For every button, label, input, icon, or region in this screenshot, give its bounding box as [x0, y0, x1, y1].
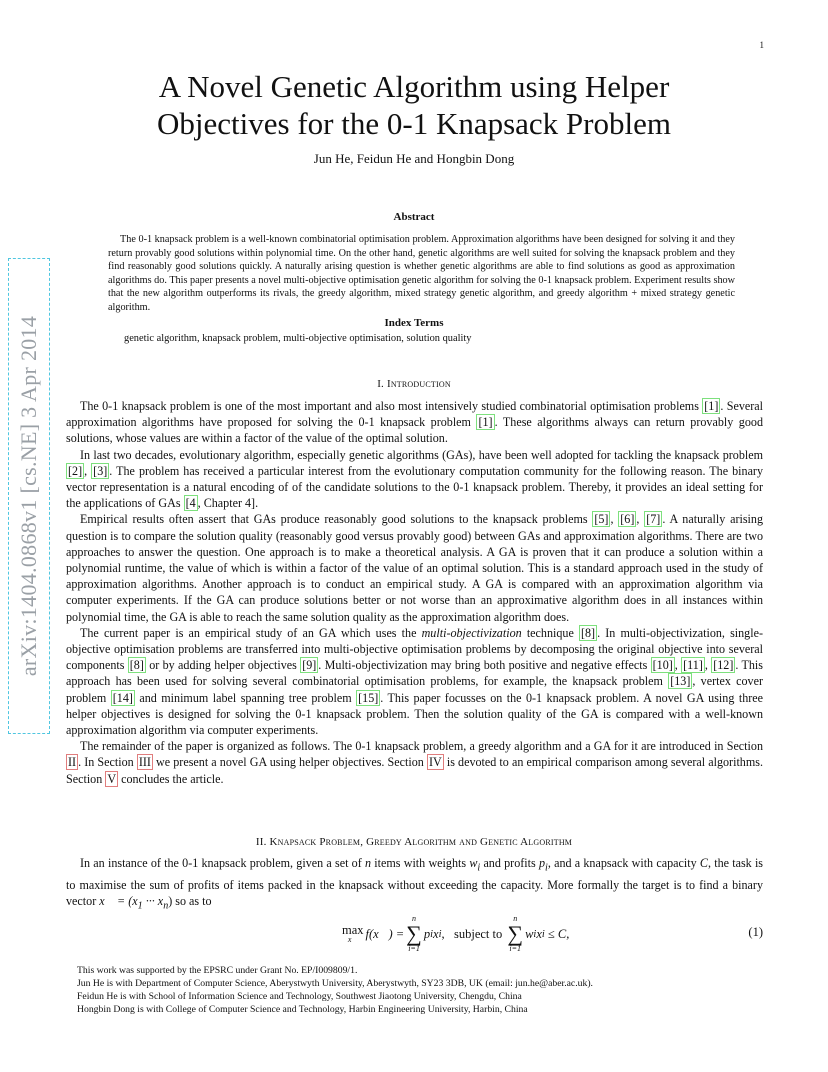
subject-to-text: , subject to — [441, 926, 506, 941]
sum-symbol: n ∑ i=1 — [406, 914, 422, 953]
citation-link[interactable]: [1] — [704, 399, 719, 413]
text-run: , — [704, 658, 712, 673]
text-run: , — [674, 658, 682, 673]
section-heading-knapsack — [64, 836, 764, 848]
paragraph — [66, 855, 763, 914]
text-run: In an instance of the 0-1 knapsack problem, given a set of — [80, 856, 365, 870]
citation-link[interactable]: [4 — [185, 496, 196, 511]
paragraph — [66, 738, 763, 787]
text-run: . A naturally arising question is to compare the solution quality (reasonably good versus provably good) between GAs and approximation algorithms. There are two approaches to answer the question. One approach is to make a theoretical analysis. A GA is proven that it can produce a solution within a polynomial runtime, the value of which is within a factor of the value of an optimal solution. This is a standard approach used in the study of approximation algorithms. Another approach is to conduct an empirical study. A GA is compared with an approximation algorithm via computer experiments. If the GA can produce solutions better or not worse than an approximative algorithm does in all instances within polynomial time, the GA is able to reach the same solution quality as the approximation algorithm does. — [66, 512, 763, 624]
text-run: and profits — [480, 856, 539, 870]
introduction-body — [66, 398, 763, 787]
text-run: , — [84, 463, 92, 478]
citation-link[interactable]: [6] — [620, 512, 635, 527]
text-run: The remainder of the paper is organized as follows. The 0-1 knapsack problem, a greedy algorithm and a GA for it are introduced in Section — [80, 739, 763, 754]
text-run: The 0-1 knapsack problem is one of the most important and also most intensively studied combinatorial optimisation problems — [80, 399, 703, 413]
section-title: Introduction — [386, 378, 451, 390]
section-link[interactable]: V — [107, 771, 117, 786]
citation-link[interactable]: [13] — [670, 674, 691, 689]
citation-link[interactable]: [10] — [652, 658, 673, 673]
footnote-affiliation: Jun He is with Department of Computer Science, Aberystwyth University, Aberystwyth, SY23 3DB, UK (email: jun.he@aber.ac.uk). — [77, 978, 593, 989]
citation-link[interactable]: [9] — [302, 658, 317, 673]
text-run: , — [610, 512, 619, 527]
text-run: concludes the article. — [118, 771, 224, 786]
math-var: w — [469, 856, 478, 870]
citation-link[interactable]: [7] — [646, 512, 661, 527]
text-run: . Multi-objectivization may bring both positive and negative effects — [318, 658, 651, 673]
footnote-funding: This work was supported by the EPSRC under Grant No. EP/I009809/1. — [77, 965, 358, 976]
paper-title — [64, 68, 764, 142]
citation-link[interactable]: [8] — [580, 625, 596, 640]
text-run: , the task is to maximise the sum of profits of items packed in the knapsack without exceeding the capacity. More formally the target is to find a binary vector — [66, 856, 764, 908]
text-run: . In multi-objectivization, single-objective optimisation problems are transferred into multi-objective optimisation problems by decomposing the original objective into several components — [66, 625, 763, 673]
arxiv-stamp[interactable] — [8, 258, 50, 734]
equation-number: (1) — [748, 925, 763, 939]
citation-link[interactable]: [1] — [478, 415, 493, 430]
text-run: , — [636, 512, 645, 527]
title-line-1: A Novel Genetic Algorithm using Helper — [158, 69, 670, 104]
citation-link[interactable]: [2] — [68, 463, 83, 478]
citation-link[interactable]: [11] — [683, 658, 703, 673]
text-run: technique — [521, 625, 579, 640]
section-heading-introduction — [64, 378, 764, 390]
text-run: items with weights — [371, 856, 470, 870]
citation-link[interactable]: [3] — [93, 463, 108, 478]
text-run: The current paper is an empirical study of an GA which uses the — [80, 625, 422, 640]
math-sub: i — [477, 862, 481, 874]
math-var: w — [525, 926, 534, 941]
citation-link[interactable]: [12] — [713, 658, 734, 673]
text-run: In last two decades, evolutionary algorithm, especially genetic algorithms (GAs), have been well adopted for tackling the knapsack problem — [80, 447, 763, 462]
equation-lhs: f(x⃗) = — [365, 926, 405, 941]
sum-lower: i=1 — [509, 944, 522, 953]
text-run: . Several approximation algorithms have proposed for solving the 0-1 knapsack problem — [66, 399, 763, 430]
footnotes — [77, 964, 767, 1016]
text-run: . This approach has been used for solving several combinatorial optimisation problems, for example, the knapsack problem — [66, 658, 763, 689]
abstract-heading: Abstract — [393, 211, 435, 223]
index-terms: genetic algorithm, knapsack problem, multi-objective optimisation, solution quality — [124, 333, 472, 344]
author-list: Jun He, Feidun He and Hongbin Dong — [313, 151, 515, 166]
text-run: , and a knapsack with capacity — [547, 856, 700, 870]
emphasis: multi-objectivization — [421, 625, 522, 640]
math-sub: n — [163, 900, 169, 912]
math-sub: i — [541, 928, 545, 940]
footnote-affiliation: Hongbin Dong is with College of Computer Science and Technology, Harbin Engineering University, Harbin, China — [77, 1004, 528, 1015]
section-link[interactable]: II — [68, 755, 77, 770]
index-terms-heading: Index Terms — [384, 317, 444, 329]
sum-symbol: n ∑ i=1 — [507, 914, 524, 953]
section-number: II. — [255, 836, 267, 848]
max-operator — [342, 924, 364, 945]
math-sub: 1 — [137, 900, 143, 912]
sum-upper: n — [412, 914, 417, 923]
section-2-body — [66, 855, 763, 914]
text-run: ) so as to — [168, 893, 212, 908]
sum-lower: i=1 — [408, 944, 420, 953]
math-var: p — [423, 926, 431, 941]
math-var: x — [433, 926, 439, 941]
equation-rhs: ≤ C, — [544, 926, 570, 941]
text-run: or by adding helper objectives — [145, 658, 301, 673]
title-line-2: Objectives for the 0-1 Knapsack Problem — [157, 106, 671, 141]
section-link[interactable]: III — [138, 755, 151, 770]
paragraph — [66, 398, 763, 447]
text-run: , vertex cover problem — [66, 674, 764, 705]
text-run: we present a novel GA using helper objectives. Section — [152, 755, 427, 770]
text-run: and minimum label spanning tree problem — [134, 690, 357, 705]
citation-link[interactable]: [15] — [358, 690, 379, 705]
paragraph — [66, 447, 763, 512]
math-var: n — [364, 856, 372, 870]
equation-content — [340, 912, 569, 956]
abstract-body: The 0-1 knapsack problem is a well-known combinatorial optimisation problem. Approximation algorithms have been designed for solving it and they return provably good solutions within polynomial time. On the other hand, genetic algorithms are well suited for solving the knapsack problem and they find reasonably good solutions quickly. A naturally arising question is whether genetic algorithms are able to find solutions as good as approximation algorithms do. This paper presents a novel multi-objective optimisation genetic algorithm for solving the 0-1 knapsack problem. Experiment results show that the new algorithm outperforms its rivals, the greedy algorithm, mixed strategy genetic algorithm, and greedy algorithm + mixed strategy genetic algorithm. — [108, 234, 735, 313]
math-sub: i — [545, 862, 548, 874]
math-var: ··· x — [142, 893, 164, 908]
text-run: . In Section — [78, 755, 137, 770]
text-run: , Chapter 4]. — [197, 496, 259, 511]
citation-link[interactable]: [8] — [129, 658, 144, 673]
citation-link[interactable]: [5] — [594, 512, 609, 527]
section-title: Knapsack Problem, Greedy Algorithm and Genetic Algorithm — [269, 836, 573, 848]
text-run: Empirical results often assert that GAs produce reasonably good solutions to the knapsack problems — [80, 512, 593, 527]
math-var: C — [699, 856, 708, 870]
sum-upper: n — [513, 914, 518, 923]
page-number: 1 — [759, 40, 764, 50]
text-run: is devoted to an empirical comparison among several algorithms. Section — [66, 755, 763, 786]
arxiv-identifier: arXiv:1404.0868v1 [cs.NE] 3 Apr 2014 — [16, 315, 41, 677]
footnote-affiliation: Feidun He is with School of Information Science and Technology, Southwest Jiaotong University, Chengdu, China — [77, 991, 522, 1002]
math-sub: i — [430, 928, 434, 940]
citation-link[interactable]: [14] — [112, 690, 133, 705]
math-var: p — [538, 856, 545, 870]
math-var: x⃗ = (x — [99, 893, 138, 908]
text-run: . This paper focusses on the 0-1 knapsack problem. A novel GA using three helper objectives is designed for solving the 0-1 knapsack problem. Then the solution quality of the GA is compared with a well-known approximation algorithm via computer experiments. — [66, 690, 763, 738]
text-run: . The problem has received a particular interest from the evolutionary computation community for the following reason. The binary vector representation is a natural encoding of of the candidate solutions to the 0-1 knapsack problem. Thereby, it provides an ideal setting for the applications of GAs — [66, 463, 764, 511]
text-run: . These algorithms always can return provably good solutions, whose values are within a factor of the value of the optimal solution. — [66, 415, 763, 446]
paragraph — [66, 511, 763, 624]
section-link[interactable]: IV — [428, 755, 442, 770]
paragraph — [66, 625, 763, 738]
math-var: x — [536, 926, 542, 941]
equation-1 — [66, 912, 763, 956]
math-sub: i — [438, 928, 442, 940]
max-text: max — [342, 922, 364, 937]
max-subscript: x⃗ — [347, 935, 358, 945]
math-sub: i — [533, 928, 537, 940]
section-number: I. — [377, 378, 385, 390]
